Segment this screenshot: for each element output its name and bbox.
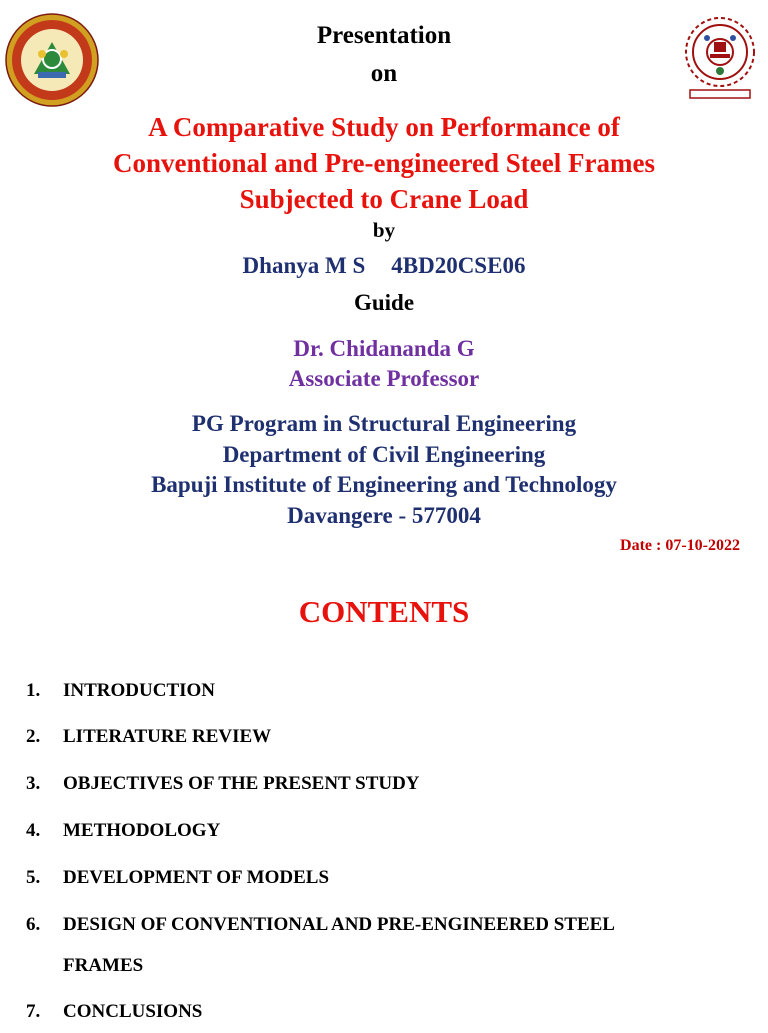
presentation-date: Date : 07-10-2022 (620, 537, 740, 554)
list-item-text: OBJECTIVES OF THE PRESENT STUDY (63, 773, 420, 794)
list-item-text: METHODOLOGY (63, 820, 221, 841)
list-item-number: 6. (26, 914, 41, 935)
guide-designation: Associate Professor (288, 366, 480, 391)
guide-label: Guide (353, 290, 415, 315)
list-item-number: 1. (26, 680, 41, 701)
author-name: Dhanya M S (242, 253, 366, 278)
list-item-number: 7. (26, 1001, 41, 1022)
list-item-number: 3. (26, 773, 41, 794)
presentation-label: Presentation (316, 22, 452, 49)
title-line-3: Subjected to Crane Load (239, 184, 529, 214)
contents-heading: CONTENTS (298, 594, 470, 629)
college-name: Bapuji Institute of Engineering and Technology (151, 472, 617, 497)
list-item-text: DEVELOPMENT OF MODELS (63, 867, 330, 888)
list-item-text: INTRODUCTION (63, 680, 216, 701)
title-line-2: Conventional and Pre-engineered Steel Frames (113, 148, 655, 178)
college-city: Davangere - 577004 (287, 502, 481, 528)
institution-block (0, 409, 768, 531)
list-item-text: DESIGN OF CONVENTIONAL AND PRE-ENGINEERED STEEL (63, 914, 615, 935)
list-item-text: LITERATURE REVIEW (63, 726, 272, 747)
list-item-text: FRAMES (63, 955, 144, 976)
list-item-text: CONCLUSIONS (63, 1001, 203, 1022)
by-label: by (372, 218, 396, 242)
list-item-number: 4. (26, 820, 41, 841)
presentation-title (0, 109, 768, 217)
department-name: Department of Civil Engineering (222, 441, 546, 467)
author-info (0, 251, 768, 281)
title-line-1: A Comparative Study on Performance of (148, 112, 620, 142)
list-item-number: 2. (26, 726, 41, 747)
author-usn: 4BD20CSE06 (391, 253, 526, 278)
list-item-number: 5. (26, 867, 41, 888)
program-name: PG Program in Structural Engineering (191, 411, 577, 436)
on-label: on (370, 60, 398, 87)
guide-name: Dr. Chidananda G (293, 336, 475, 361)
